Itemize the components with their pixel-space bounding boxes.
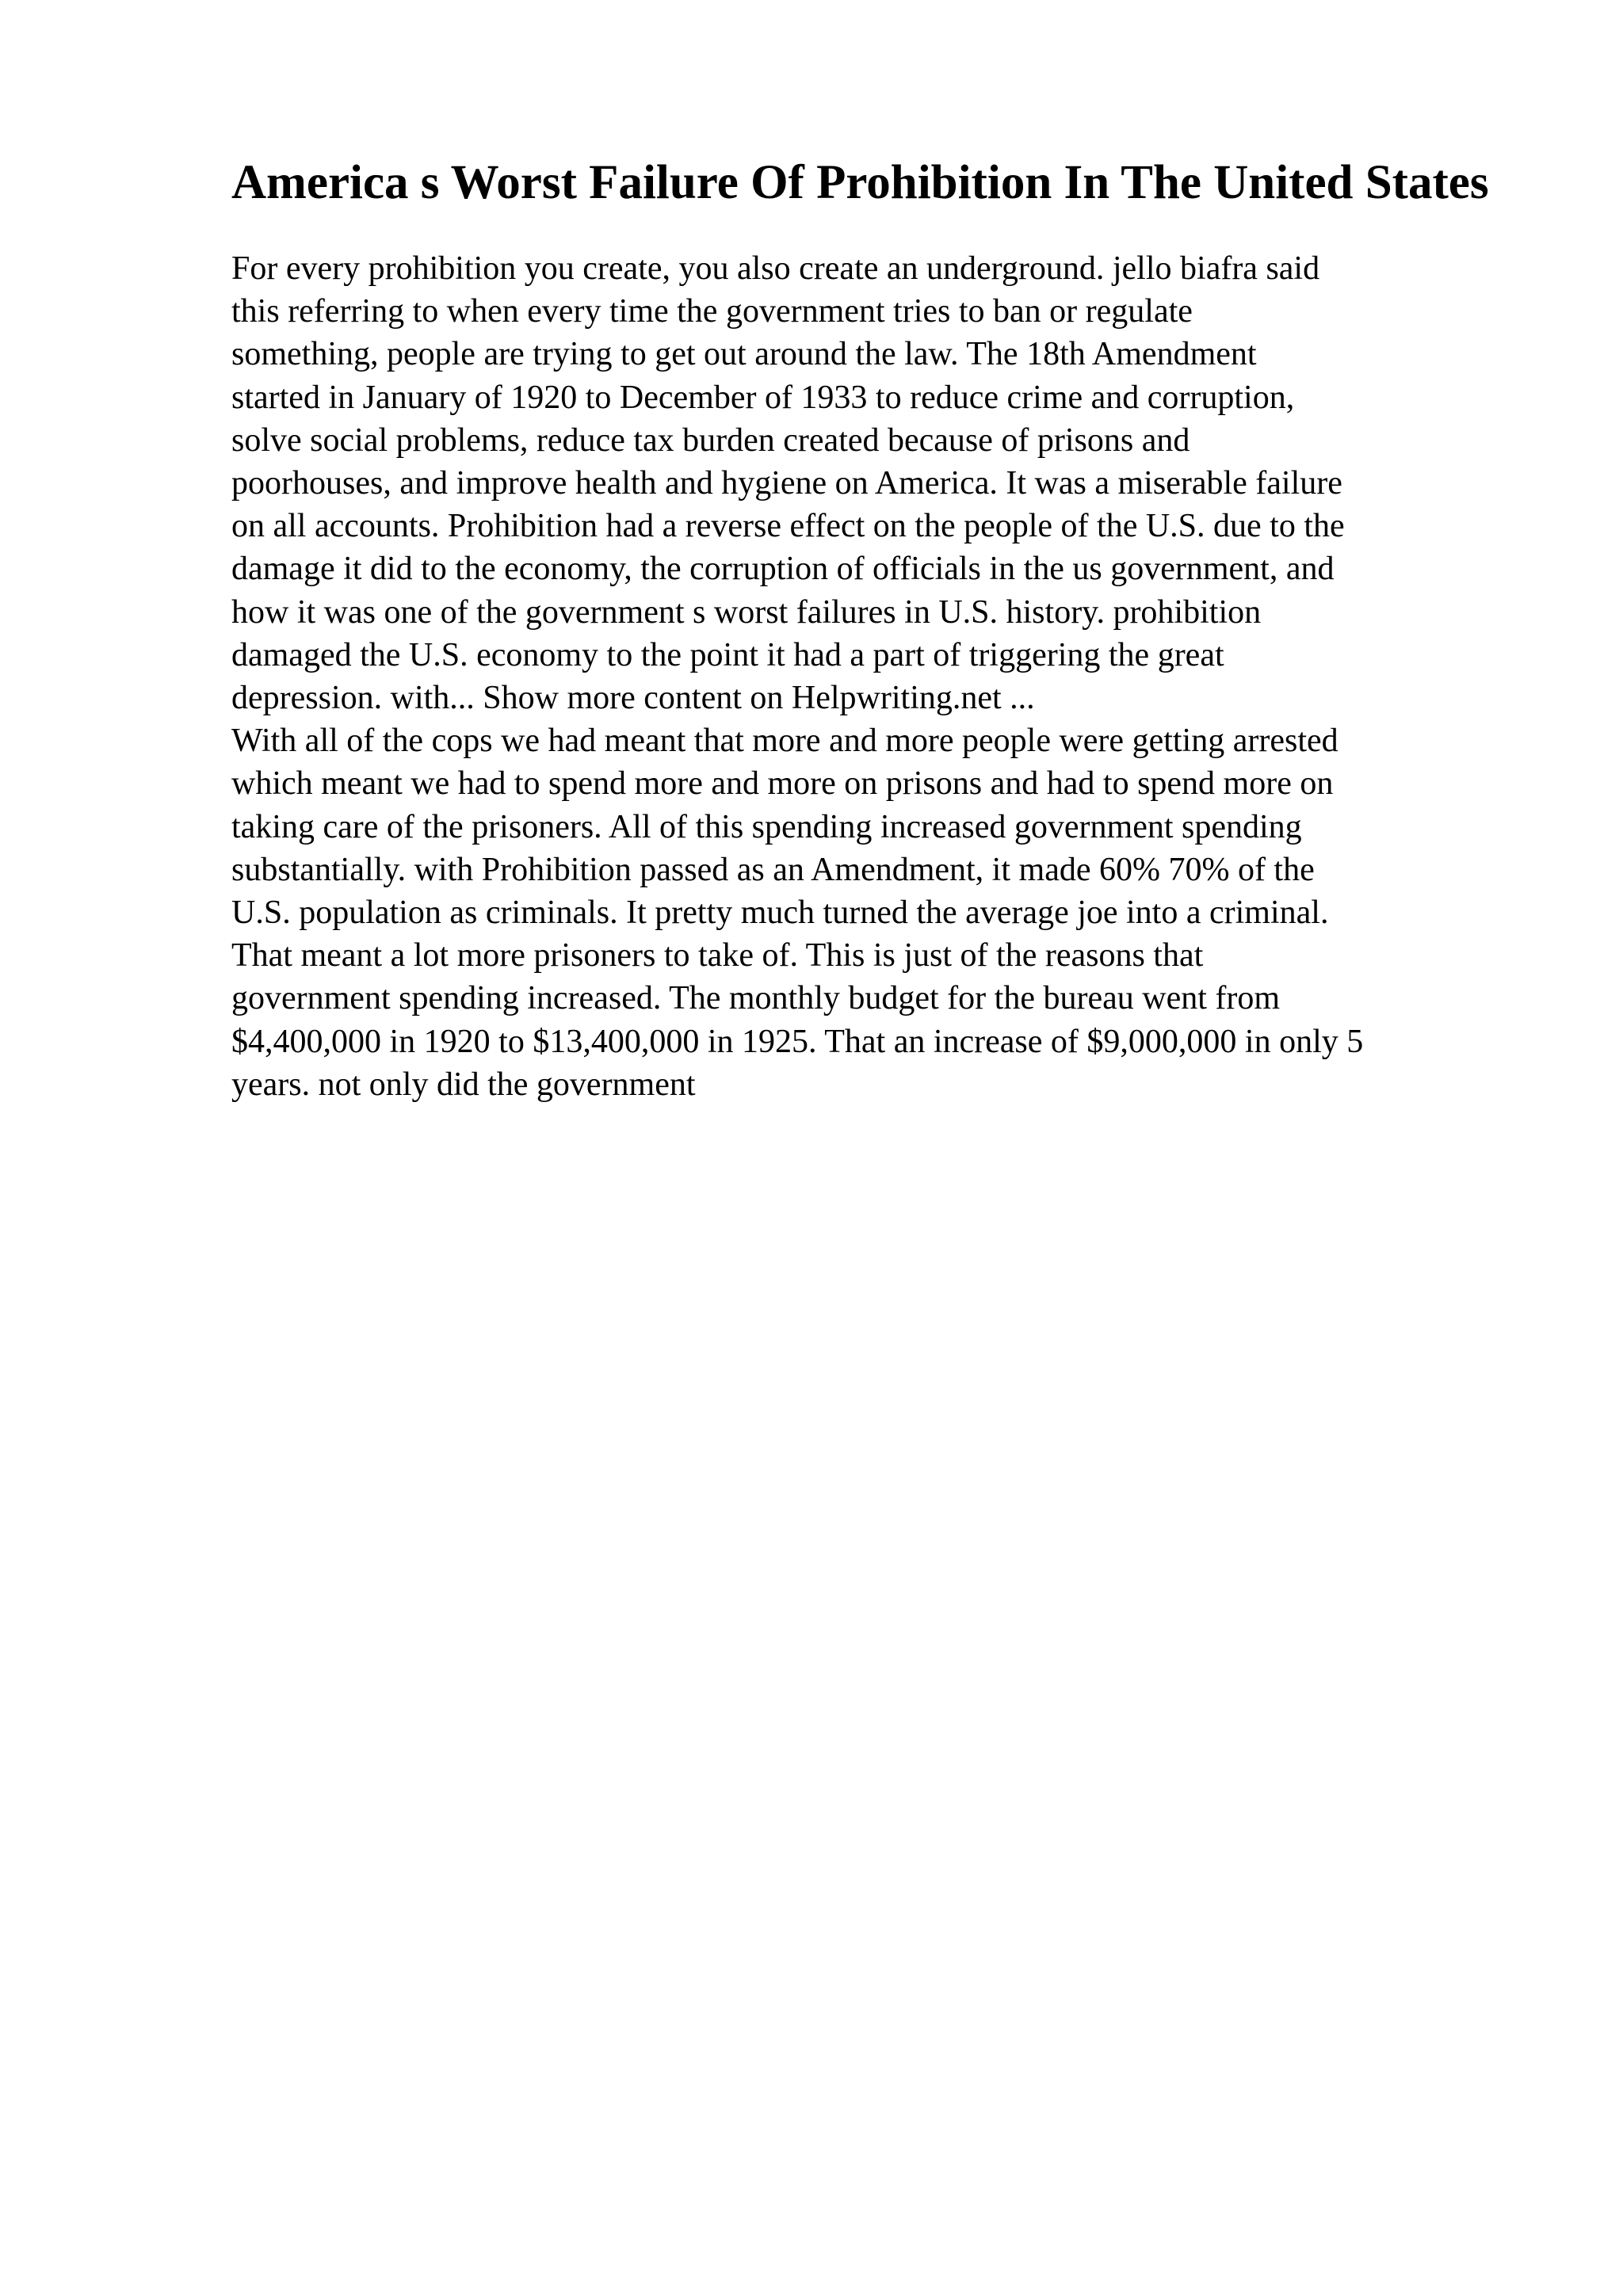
body-line: government spending increased. The monthly budget for the bureau went from (231, 980, 1281, 1017)
body-line: something, people are trying to get out around the law. The 18th Amendment (231, 336, 1257, 373)
body-line: For every prohibition you create, you also create an underground. jello biafra said (231, 250, 1320, 287)
body-line: solve social problems, reduce tax burden created because of prisons and (231, 421, 1190, 459)
body-line: U.S. population as criminals. It pretty much turned the average joe into a criminal. (231, 894, 1329, 932)
body-line: $4,400,000 in 1920 to $13,400,000 in 1925. That an increase of $9,000,000 in only 5 (231, 1023, 1364, 1060)
document-body (231, 247, 1579, 1106)
body-line: substantially. with Prohibition passed as an Amendment, it made 60% 70% of the (231, 851, 1315, 888)
body-line: on all accounts. Prohibition had a reverse effect on the people of the U.S. due to the (231, 508, 1345, 545)
body-line: depression. with... Show more content on Helpwriting.net ... (231, 680, 1035, 717)
body-line: which meant we had to spend more and more on prisons and had to spend more on (231, 765, 1334, 803)
body-line: how it was one of the government s worst failures in U.S. history. prohibition (231, 593, 1262, 631)
body-line: That meant a lot more prisoners to take of. This is just of the reasons that (231, 937, 1204, 974)
body-line: taking care of the prisoners. All of this spending increased government spending (231, 808, 1302, 845)
body-line: poorhouses, and improve health and hygiene on America. It was a miserable failure (231, 465, 1342, 502)
body-line: With all of the cops we had meant that more and more people were getting arrested (231, 723, 1338, 760)
body-line: years. not only did the government (231, 1066, 696, 1103)
document-title: America s Worst Failure Of Prohibition In The United States (231, 156, 1489, 209)
body-line: this referring to when every time the government tries to ban or regulate (231, 293, 1193, 330)
body-line: started in January of 1920 to December of 1933 to reduce crime and corruption, (231, 379, 1295, 416)
body-line: damage it did to the economy, the corruption of officials in the us government, and (231, 551, 1335, 588)
body-line: damaged the U.S. economy to the point it had a part of triggering the great (231, 636, 1224, 673)
